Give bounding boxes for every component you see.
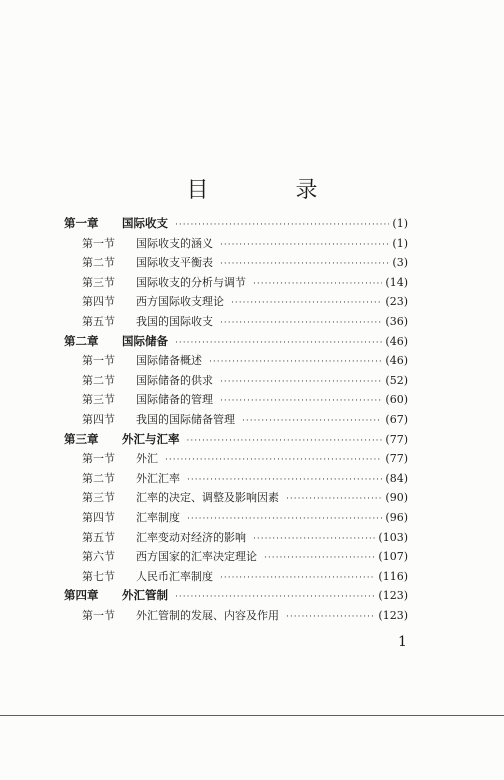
dot-leader <box>209 353 382 373</box>
entry-page: (77) <box>385 432 408 446</box>
toc-entry[interactable] <box>64 567 408 587</box>
entry-title: 国际收支的涵义 <box>136 236 213 250</box>
entry-title: 外汇管制 <box>122 588 168 603</box>
dot-leader <box>242 412 382 432</box>
toc-entry[interactable] <box>64 273 408 293</box>
toc-entry[interactable] <box>64 508 408 528</box>
entry-number: 第四章 <box>64 588 99 603</box>
entry-title: 人民币汇率制度 <box>136 569 213 583</box>
toc-entry[interactable] <box>64 488 408 508</box>
entry-number: 第三节 <box>82 491 115 505</box>
entry-page: (123) <box>378 608 408 622</box>
entry-page: (77) <box>385 452 408 466</box>
entry-title: 西方国家的汇率决定理论 <box>136 550 257 564</box>
dot-leader <box>220 392 382 412</box>
entry-page: (103) <box>378 530 408 544</box>
entry-page: (46) <box>385 354 408 368</box>
entry-page: (90) <box>385 491 408 505</box>
entry-number: 第四节 <box>82 295 115 309</box>
entry-number: 第一章 <box>64 216 99 230</box>
entry-page: (116) <box>378 569 408 583</box>
toc-entry[interactable] <box>64 449 408 469</box>
toc-entry[interactable] <box>64 586 408 606</box>
entry-title: 外汇 <box>136 452 158 466</box>
toc-entry[interactable] <box>64 528 408 548</box>
entry-number: 第三章 <box>64 431 99 446</box>
entry-title: 国际储备的管理 <box>136 393 213 407</box>
page-title: 目 录 <box>186 178 358 203</box>
entry-number: 第三节 <box>82 275 115 289</box>
entry-title: 汇率变动对经济的影响 <box>136 530 246 544</box>
entry-title: 汇率的决定、调整及影响因素 <box>136 491 279 505</box>
entry-number: 第一节 <box>82 236 115 250</box>
toc-entry[interactable] <box>64 312 408 332</box>
toc-entry[interactable] <box>64 292 408 312</box>
entry-page: (23) <box>385 295 408 309</box>
entry-number: 第二节 <box>82 373 115 387</box>
dot-leader <box>231 294 382 314</box>
dot-leader <box>253 530 375 550</box>
entry-page: (36) <box>385 314 408 328</box>
toc-entry[interactable] <box>64 253 408 273</box>
dot-leader <box>253 275 382 295</box>
toc-entry[interactable] <box>64 351 408 371</box>
toc-entry[interactable] <box>64 234 408 254</box>
toc-entry[interactable] <box>64 430 408 450</box>
entry-page: (14) <box>385 275 408 289</box>
entry-number: 第六节 <box>82 550 115 564</box>
dot-leader <box>220 373 382 393</box>
entry-title: 外汇管制的发展、内容及作用 <box>136 608 279 622</box>
entry-number: 第一节 <box>82 608 115 622</box>
bottom-divider <box>0 715 504 716</box>
entry-page: (3) <box>392 256 408 270</box>
entry-title: 国际储备概述 <box>136 354 202 368</box>
entry-number: 第一节 <box>82 452 115 466</box>
toc-entry[interactable] <box>64 332 408 352</box>
toc-entry[interactable] <box>64 547 408 567</box>
entry-page: (84) <box>385 471 408 485</box>
toc-entry[interactable] <box>64 214 408 234</box>
entry-title: 国际收支的分析与调节 <box>136 275 246 289</box>
toc-entry[interactable] <box>64 410 408 430</box>
entry-number: 第二节 <box>82 471 115 485</box>
entry-page: (107) <box>378 550 408 564</box>
page-number: 1 <box>398 634 407 650</box>
entry-page: (52) <box>385 373 408 387</box>
entry-title: 外汇与汇率 <box>122 431 180 446</box>
entry-title: 汇率制度 <box>136 510 180 524</box>
entry-number: 第二节 <box>82 256 115 270</box>
dot-leader <box>187 432 383 452</box>
toc-entry[interactable] <box>64 371 408 391</box>
entry-title: 西方国际收支理论 <box>136 295 224 309</box>
entry-number: 第七节 <box>82 569 115 583</box>
dot-leader <box>220 236 389 256</box>
entry-title: 我国的国际收支 <box>136 314 213 328</box>
entry-title: 国际收支 <box>122 216 168 230</box>
entry-title: 外汇汇率 <box>136 471 180 485</box>
toc-entry[interactable] <box>64 606 408 626</box>
entry-page: (123) <box>378 589 408 603</box>
entry-title: 国际储备的供求 <box>136 373 213 387</box>
dot-leader <box>220 569 375 589</box>
entry-number: 第二章 <box>64 333 99 348</box>
entry-page: (1) <box>392 217 408 230</box>
dot-leader <box>165 451 382 471</box>
dot-leader <box>220 314 382 334</box>
dot-leader <box>264 549 375 569</box>
entry-title: 我国的国际储备管理 <box>136 412 235 426</box>
entry-number: 第一节 <box>82 354 115 368</box>
table-of-contents <box>64 214 408 625</box>
toc-entry[interactable] <box>64 469 408 489</box>
entry-number: 第五节 <box>82 530 115 544</box>
toc-entry[interactable] <box>64 390 408 410</box>
entry-page: (67) <box>385 412 408 426</box>
dot-leader <box>175 334 382 354</box>
entry-page: (46) <box>385 334 408 348</box>
entry-number: 第四节 <box>82 510 115 524</box>
entry-number: 第三节 <box>82 393 115 407</box>
entry-number: 第五节 <box>82 314 115 328</box>
entry-page: (1) <box>392 236 408 250</box>
entry-title: 国际收支平衡表 <box>136 256 213 270</box>
entry-page: (60) <box>385 393 408 407</box>
dot-leader <box>286 608 375 628</box>
entry-page: (96) <box>385 510 408 524</box>
entry-number: 第四节 <box>82 412 115 426</box>
entry-title: 国际储备 <box>122 333 168 348</box>
dot-leader <box>286 490 382 510</box>
